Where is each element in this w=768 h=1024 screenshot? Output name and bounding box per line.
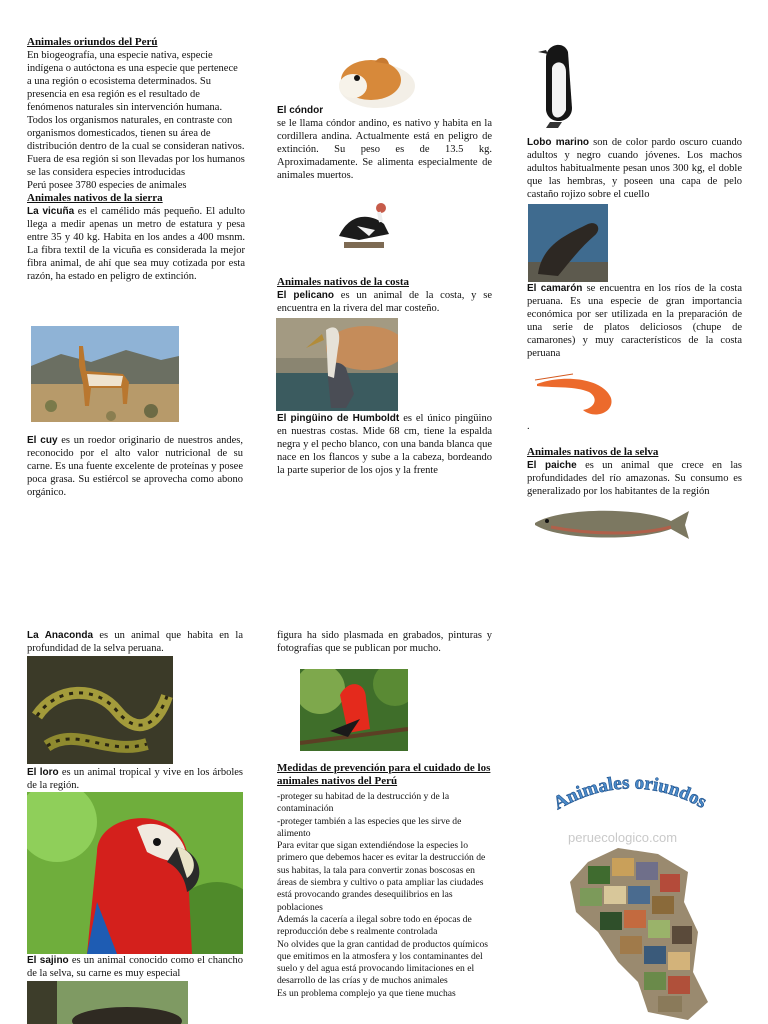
medidas-line: Para evitar que sigan extendiéndose la especies lo primero que debemos hacer es evitar la destrucción de sus habitas, la tala para convertir zonas boscosas en áreas de siembra y cultivo o pata ampliar las ciudades está provocando grandes desequilibrios en las poblaciones bbox=[277, 840, 486, 913]
condor-photo bbox=[329, 194, 399, 252]
cuy-paragraph bbox=[27, 434, 243, 499]
gallito-paragraph bbox=[277, 629, 492, 655]
origin-text: En biogeografía, una especie nativa, especie indígena o autóctona es una especie que pertenece a una región o ecosistema determinados. Su presencia en esa región es el resultado de fenómenos naturales sin intervención humana. Todos los organismos naturales, en contraste con organismos domesticados, tienen su área de distribución dentro de la cual se consideran nativos. Fuera de esa región si son llevadas por los humanos se las considera especies introducidas bbox=[27, 50, 245, 178]
lobo-text: son de color pardo oscuro cuando adultos y negro cuando jóvenes. Los machos adultos habitualmente pesan unos 300 kg, el doble que las hembras, y poseen una capa de pelo castaño rojizo sobre el cuello bbox=[527, 137, 742, 200]
medidas-line: Además la cacería a ilegal sobre todo en épocas de reproducción debe s realmente controlada bbox=[277, 913, 472, 938]
map-site: peruecologico.com bbox=[568, 830, 678, 845]
medidas-line: Es un problema complejo ya que tiene muchas bbox=[277, 987, 456, 999]
origin-section bbox=[27, 36, 245, 283]
pinguino-text: es el único pingüino en nuestras costas. Mide 68 cm, tiene la espalda negra y el pecho blanco, con una banda blanca que nace en los flancos y sube a la cabeza, bordeando la parte superior de los ojos y la frente bbox=[277, 413, 492, 476]
medidas-section bbox=[277, 762, 492, 1000]
guinea-pig-photo bbox=[331, 40, 423, 110]
species-count: Perú posee 3780 especies de animales bbox=[27, 180, 187, 191]
cock-of-the-rock-photo bbox=[300, 669, 408, 751]
origin-title: Animales oriundos del Perú bbox=[27, 36, 158, 48]
pinguino-name: El pingüino de Humboldt bbox=[277, 413, 400, 424]
medidas-line: -proteger su habitad de la destrucción y de la contaminación bbox=[277, 791, 450, 815]
lobo-name: Lobo marino bbox=[527, 137, 590, 148]
costa-section bbox=[277, 276, 492, 315]
gallito-text: figura ha sido plasmada en grabados, pinturas y fotografías que se publican por mucho. bbox=[277, 630, 492, 654]
stray-dot: . bbox=[527, 421, 530, 432]
cuy-text: es un roedor originario de nuestros andes, reconocido por el alto valor nutricional de su carne. Es una fuente excelente de proteínas y posee poca grasa. Su estiércol se aprovecha como abono orgánico. bbox=[27, 435, 244, 498]
condor-paragraph bbox=[277, 104, 492, 182]
pelican-photo bbox=[276, 318, 398, 411]
parrot-photo bbox=[27, 792, 243, 954]
selva-section bbox=[527, 446, 742, 498]
medidas-line: No olvides que la gran cantidad de productos químicos que emitimos en la atmosfera y los contaminantes del suelo y del agua está provocando limitaciones en el desarrollo de las crías y de muchos animales bbox=[277, 938, 489, 987]
paiche-name: El paiche bbox=[527, 460, 577, 471]
pelicano-name: El pelicano bbox=[277, 290, 334, 301]
vicuna-photo bbox=[31, 326, 179, 422]
medidas-line: -proteger también a las especies que les sirve de alimento bbox=[277, 815, 462, 839]
costa-title: Animales nativos de la costa bbox=[277, 276, 409, 288]
selva-title: Animales nativos de la selva bbox=[527, 446, 659, 458]
peru-map-collage bbox=[548, 762, 718, 1024]
sajino-paragraph bbox=[27, 954, 243, 980]
loro-name: El loro bbox=[27, 767, 59, 778]
anaconda-paragraph bbox=[27, 629, 243, 655]
anaconda-text: es un animal que habita en la profundidad de la selva peruana. bbox=[27, 630, 244, 654]
sajino-name: El sajino bbox=[27, 955, 69, 966]
anaconda-photo bbox=[27, 656, 173, 764]
paiche-text: es un animal que crece en las profundidades del río amazonas. Su consumo es generalizado por los habitantes de la región bbox=[527, 460, 743, 497]
anaconda-name: La Anaconda bbox=[27, 630, 94, 641]
paiche-photo bbox=[531, 503, 693, 545]
sajino-photo bbox=[27, 981, 188, 1024]
map-title: Animales oriundos bbox=[550, 772, 711, 815]
sajino-text: es un animal conocido como el chancho de la selva, su carne es muy especial bbox=[27, 955, 244, 979]
cuy-name: El cuy bbox=[27, 435, 58, 446]
sierra-title: Animales nativos de la sierra bbox=[27, 192, 163, 204]
penguin-photo bbox=[532, 38, 586, 130]
shrimp-photo bbox=[533, 372, 619, 422]
pelicano-text: es un animal de la costa, y se encuentra en la rivera del mar costeño. bbox=[277, 290, 492, 314]
camaron-paragraph bbox=[527, 282, 742, 360]
camaron-name: El camarón bbox=[527, 283, 583, 294]
sea-lion-photo bbox=[528, 204, 608, 282]
medidas-title: Medidas de prevención para el cuidado de los animales nativos del Perú bbox=[277, 762, 491, 787]
pinguino-paragraph bbox=[277, 412, 492, 477]
vicuna-name: La vicuña bbox=[27, 206, 75, 217]
loro-text: es un animal tropical y vive en los árboles de la región. bbox=[27, 767, 243, 791]
condor-name: El cóndor bbox=[277, 105, 324, 116]
lobo-paragraph bbox=[527, 136, 742, 201]
camaron-text: se encuentra en los ríos de la costa peruana. Es una especie de gran importancia económica por ser utilizada en la preparación de una serie de platos deliciosos (chupe de camarones) y muy característicos de la costa peruana bbox=[527, 283, 743, 359]
condor-text: se le llama cóndor andino, es nativo y habita en la cordillera andina. Actualmente está en peligro de extinción. Su peso es de 13.5 kg. Aproximadamente. Se alimenta especialmente de animales muertos. bbox=[277, 118, 492, 181]
vicuna-text: es el camélido más pequeño. El adulto llega a medir apenas un metro de estatura y pesa entre 35 y 40 kg. Habita en los andes a 400 msnm. La fibra textil de la vicuña es considerada la mejor fibra animal, de ahí que sea muy cotizada por esta razón, ha estado en peligro de extinción. bbox=[27, 206, 245, 282]
vicuna-paragraph bbox=[27, 205, 245, 283]
loro-paragraph bbox=[27, 766, 243, 792]
